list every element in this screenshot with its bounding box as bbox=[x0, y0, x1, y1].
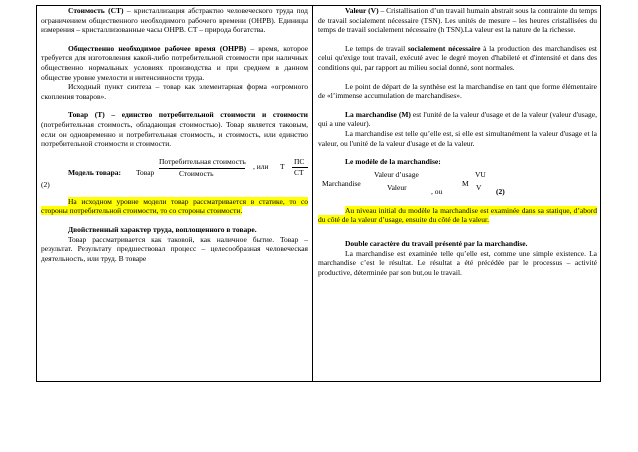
ru-paragraph-labor-time: Общественно необходимое рабочее время (ОНРВ) – время, которое требуется для изготовления какой-либо потребительной стоимости при наличных общественно нормальных условиях производства и при среднем в данном обществе уровне умелости и интенсивности труда. bbox=[41, 43, 308, 82]
fr-paragraph-dual-labor-text: La marchandise est examinée telle qu’elle est, comme une simple existence. La marchandise c’est le résultat. Le résultat a été précédée par le processus – activité productive, déterminée par son but,ou le travail. bbox=[318, 248, 597, 277]
ru-paragraph-dual-labor: Двойственный характер труда, воплощенного в товаре. bbox=[68, 224, 257, 234]
fr-paragraph-labor-time: Le temps de travail socialement nécessaire à la production des marchandises est celui qu'exige tout travail, exécuté avec le degré moyen d'habileté et d'intensité et dans des conditions qui, par rapport au milieu social donné, sont normales. bbox=[318, 43, 598, 72]
bilingual-table bbox=[36, 5, 601, 382]
russian-column bbox=[38, 6, 311, 263]
fr-commodity-model: Marchandise Valeur d’usage Valeur , ou M VU V (2) bbox=[322, 169, 505, 196]
fr-paragraph-start-point: Le point de départ de la synthèse est la marchandise en tant que forme élémentaire de «l’immense accumulation de marchandises». bbox=[318, 81, 597, 101]
fr-model-heading: Le modèle de la marchandise: bbox=[345, 157, 441, 167]
ru-paragraph-start-point: Исходный пункт синтеза – товар как элементарная форма «огромного скопления товаров». bbox=[41, 82, 308, 101]
ru-paragraph-dual-labor-text: Товар рассматривается как таковой, как наличное бытие. Товар – результат. Результату предшествовал процесс – целесообразная человеческая деятельность, или труд. В товаре bbox=[41, 234, 308, 263]
ru-paragraph-value: Стоимость (СТ) – кристаллизация абстрактно человеческого труда под ограничением общественного необходимого рабочего времени (ОНРВ). Единицы измерения – кристаллизованные часы ОНРВ. СТ – природа богатства. bbox=[41, 6, 308, 35]
column-divider bbox=[312, 6, 313, 381]
ru-paragraph-commodity: Товар (Т) – единство потребительной стоимости и стоимости (потребительная стоимость, обладающая стоимостью). Товар является таковым, если он одновременно и потребительная стоимость, и стоимость, или единство потребительной стоимости и стоимости. bbox=[41, 110, 308, 149]
fr-paragraph-commodity: La marchandise (M) est l'unité de la valeur d'usage et de la valeur (valeur d'usage, qui a une valeur). bbox=[318, 109, 597, 129]
ru-paragraph-static: На исходном уровне модели товар рассматривается в статике, то со стороны потребительной стоимости, то со стороны стоимости. bbox=[41, 196, 308, 216]
french-column bbox=[315, 6, 600, 277]
fr-paragraph-static: Au niveau initial du modèle la marchandise est examinée dans sa statique, d’abord du côté de la valeur d’usage, ensuite du côté de la valeur. bbox=[318, 205, 597, 225]
ru-commodity-model: Модель товара: Товар Потребительная стоимость Стоимость , или Т ПС СТ (2) bbox=[41, 154, 308, 188]
fr-paragraph-commodity-2: La marchandise est telle qu’elle est, si elle est simultanément la valeur d'usage et la valeur, ou l'unité de la valeur d'usage et de la valeur. bbox=[318, 128, 597, 148]
fr-paragraph-dual-labor: Double caractère du travail présenté par la marchandise. bbox=[345, 238, 528, 248]
fr-paragraph-value: Valeur (V) – Cristallisation d’un travail humain abstrait sous la contrainte du temps de travail socialement nécessaire (TSN). Les unités de mesure – les heures cristallisées du temps de travail socialement nécessaire (h TSN).La valeur est la nature de la richesse. bbox=[318, 6, 597, 35]
